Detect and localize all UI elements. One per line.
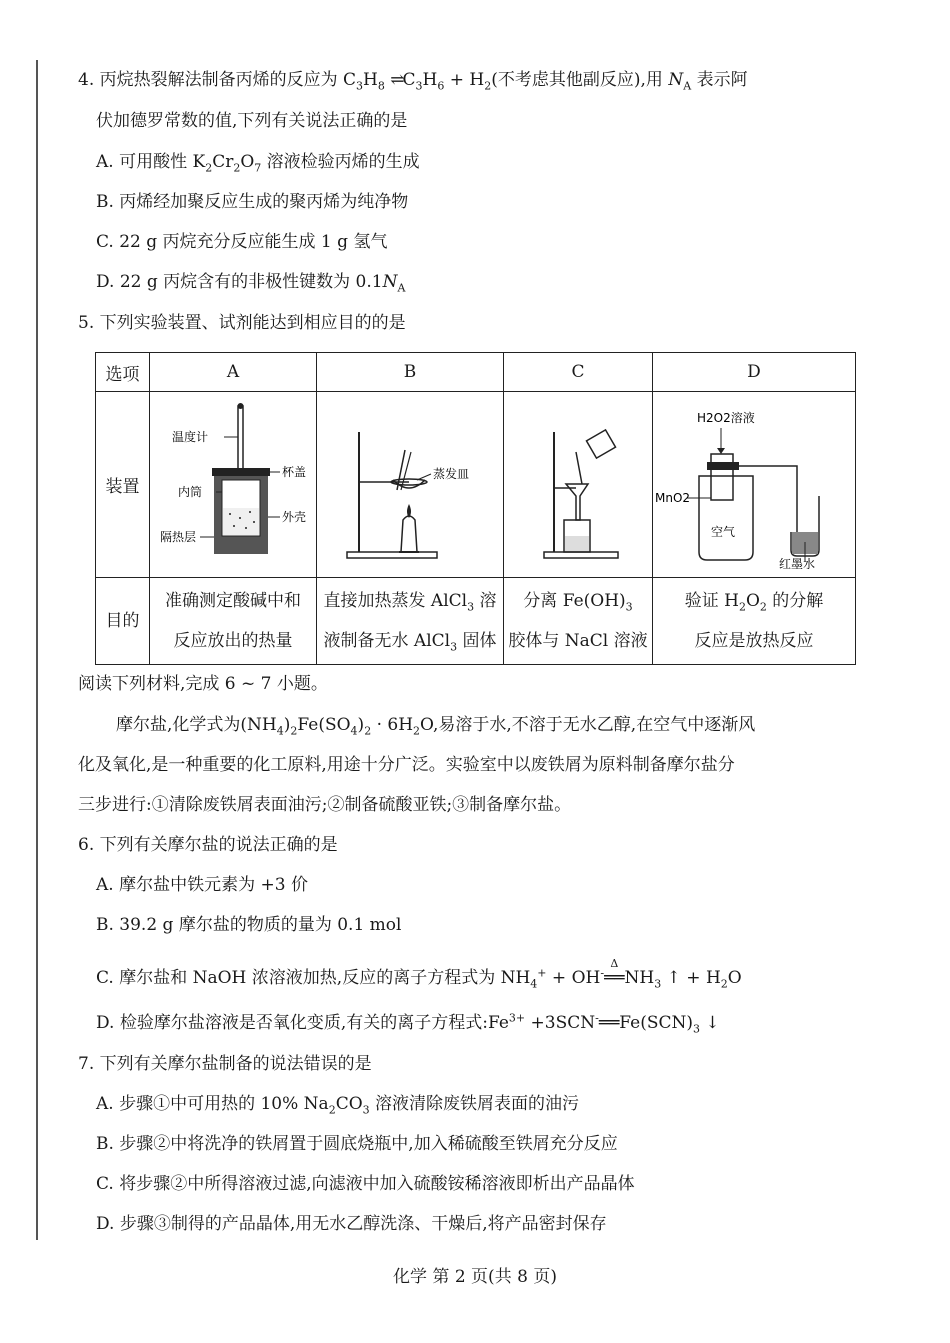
decomposition-diagram bbox=[653, 392, 855, 572]
row-label-purpose: 目的 bbox=[96, 578, 150, 665]
header-d: D bbox=[653, 353, 856, 392]
q5-stem: 5. 下列实验装置、试剂能达到相应目的的是 bbox=[78, 313, 406, 333]
header-option: 选项 bbox=[96, 353, 150, 392]
label-outer-shell: 外壳 bbox=[282, 510, 307, 524]
filtration-diagram bbox=[504, 392, 652, 572]
q6-stem: 6. 下列有关摩尔盐的说法正确的是 bbox=[78, 835, 338, 855]
q6-option-a: A. 摩尔盐中铁元素为 +3 价 bbox=[96, 875, 308, 895]
page-footer: 化学 第 2 页(共 8 页) bbox=[393, 1267, 557, 1287]
label-insulation: 隔热层 bbox=[160, 530, 197, 544]
header-c: C bbox=[504, 353, 653, 392]
q4-option-c: C. 22 g 丙烷充分反应能生成 1 g 氢气 bbox=[96, 232, 388, 252]
q7-stem: 7. 下列有关摩尔盐制备的说法错误的是 bbox=[78, 1054, 372, 1074]
header-a: A bbox=[150, 353, 317, 392]
purpose-a: 准确测定酸碱中和 反应放出的热量 bbox=[150, 578, 317, 665]
purpose-d: 验证 $H_2O_2$ 的分解 反应是放热反应 bbox=[653, 578, 856, 665]
label-inner-cylinder: 内筒 bbox=[178, 485, 203, 499]
q6-option-b: B. 39.2 g 摩尔盐的物质的量为 0.1 mol bbox=[96, 915, 402, 935]
reading-paragraph-line2: 化及氧化,是一种重要的化工原料,用途十分广泛。实验室中以废铁屑为原料制备摩尔盐分 bbox=[78, 755, 735, 775]
label-lid: 杯盖 bbox=[282, 465, 307, 479]
row-label-apparatus: 装置 bbox=[96, 392, 150, 578]
label-mno2: MnO2 bbox=[655, 491, 691, 505]
q6-option-c: C. 摩尔盐和 NaOH 浓溶液加热,反应的离子方程式为 $NH_4^+ + OH^-$ Δ $══NH_3$ ↑ + $H_2O$ bbox=[96, 957, 742, 991]
q4-option-d: D. 22 g 丙烷含有的非极性键数为 $0.1N_A$ bbox=[96, 272, 406, 295]
q4-stem-line1: 4. 丙烷热裂解法制备丙烯的反应为 $C_3H_8$ $\rightleftharpoons C_3H_6 + H_2$(不考虑其他副反应),用 $N_A$ 表示阿 bbox=[78, 70, 748, 93]
q6-option-d: D. 检验摩尔盐溶液是否氧化变质,有关的离子方程式$:Fe^{3+}$ $+3SCN^-══Fe(SCN)_3$ ↓ bbox=[96, 1011, 720, 1036]
reading-paragraph-line3: 三步进行:①清除废铁屑表面油污;②制备硫酸亚铁;③制备摩尔盐。 bbox=[78, 795, 572, 815]
q4-option-a: A. 可用酸性 $K_2Cr_2O_7$ 溶液检验丙烯的生成 bbox=[96, 152, 420, 175]
label-air: 空气 bbox=[711, 525, 736, 539]
header-b: B bbox=[317, 353, 504, 392]
apparatus-c bbox=[504, 392, 653, 578]
q7-option-a: A. 步骤①中可用热的 10% $Na_2CO_3$ 溶液清除废铁屑表面的油污 bbox=[96, 1094, 580, 1117]
purpose-b: 直接加热蒸发 AlCl$_3$ 溶 液制备无水 AlCl$_3$ 固体 bbox=[317, 578, 504, 665]
label-red-ink: 红墨水 bbox=[779, 557, 816, 571]
evaporation-diagram bbox=[317, 392, 503, 572]
margin-line bbox=[36, 60, 38, 1240]
q4-option-b: B. 丙烯经加聚反应生成的聚丙烯为纯净物 bbox=[96, 192, 409, 212]
reading-intro: 阅读下列材料,完成 6 ~ 7 小题。 bbox=[78, 674, 328, 694]
q7-option-c: C. 将步骤②中所得溶液过滤,向滤液中加入硫酸铵稀溶液即析出产品晶体 bbox=[96, 1174, 635, 1194]
apparatus-b bbox=[317, 392, 504, 578]
calorimeter-diagram bbox=[150, 392, 316, 572]
q5-table bbox=[95, 352, 856, 665]
q7-option-b: B. 步骤②中将洗净的铁屑置于圆底烧瓶中,加入稀硫酸至铁屑充分反应 bbox=[96, 1134, 618, 1154]
label-evaporating-dish: 蒸发皿 bbox=[433, 467, 470, 481]
reading-paragraph-line1: 摩尔盐,化学式为$(NH_4)_2Fe(SO_4)_2 \cdot 6H_2O$,易溶于水,不溶于无水乙醇,在空气中逐渐风 bbox=[116, 715, 756, 738]
label-h2o2-solution: H2O2溶液 bbox=[697, 411, 755, 425]
apparatus-a bbox=[150, 392, 317, 578]
purpose-c: 分离 $Fe(OH)_3$ 胶体与 NaCl 溶液 bbox=[504, 578, 653, 665]
q4-stem-line2: 伏加德罗常数的值,下列有关说法正确的是 bbox=[96, 111, 408, 131]
label-thermometer: 温度计 bbox=[172, 430, 209, 444]
q7-option-d: D. 步骤③制得的产品晶体,用无水乙醇洗涤、干燥后,将产品密封保存 bbox=[96, 1214, 607, 1234]
apparatus-d bbox=[653, 392, 856, 578]
